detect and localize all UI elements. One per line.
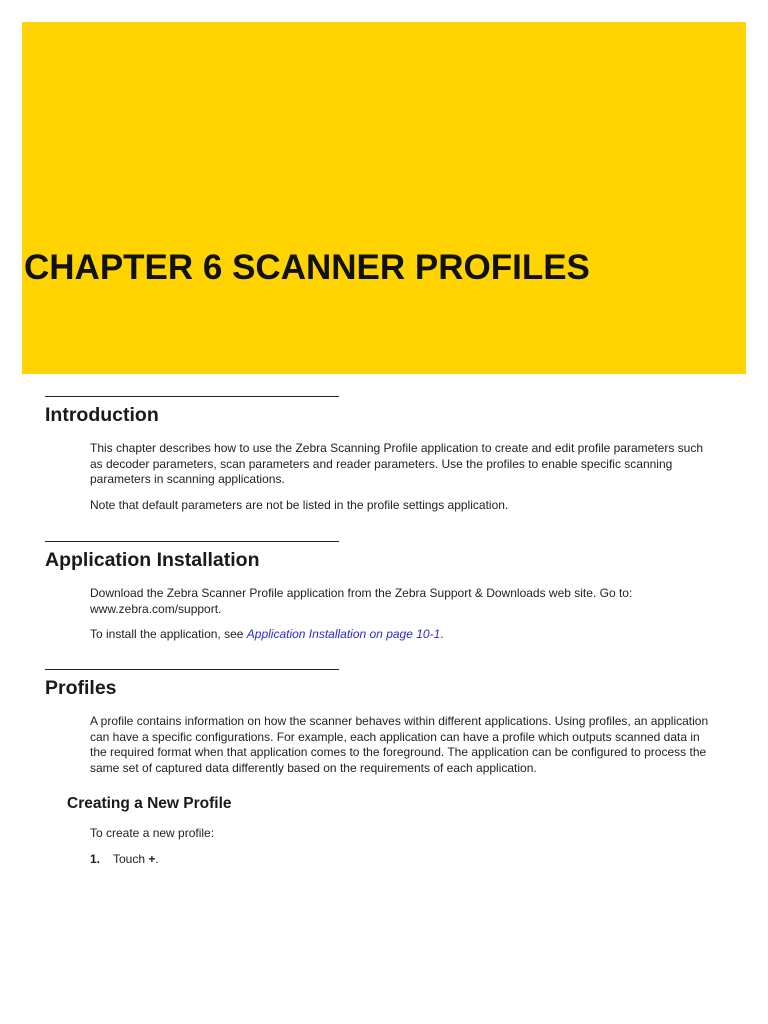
introduction-paragraph-1: This chapter describes how to use the Zebra Scanning Profile application to create and edit profile parameters such as decoder parameters, scan parameters and reader parameters. Use the profiles to enable specific scanning parameters in scanning applications. bbox=[90, 441, 704, 486]
list-item bbox=[90, 852, 725, 868]
section-divider bbox=[45, 396, 339, 397]
installation-page-link[interactable]: Application Installation on page 10-1 bbox=[246, 627, 441, 641]
installation-paragraph-2 bbox=[90, 627, 715, 643]
installation-text-prefix: To install the application, see bbox=[90, 627, 247, 641]
section-divider bbox=[45, 541, 339, 542]
step-text-end: . bbox=[155, 851, 159, 866]
step-number: 1. bbox=[90, 851, 101, 866]
section-application-installation bbox=[45, 541, 725, 643]
step-text bbox=[113, 852, 159, 868]
creating-profile-intro: To create a new profile: bbox=[90, 826, 215, 840]
chapter-title: CHAPTER 6 SCANNER PROFILES bbox=[24, 248, 590, 287]
section-heading-installation: Application Installation bbox=[45, 549, 260, 571]
section-profiles bbox=[45, 669, 725, 867]
chapter-banner bbox=[22, 22, 746, 374]
section-introduction bbox=[45, 396, 725, 513]
introduction-paragraph-2: Note that default parameters are not be listed in the profile settings application. bbox=[90, 497, 509, 512]
section-heading-introduction: Introduction bbox=[45, 404, 159, 426]
subheading-creating-profile: Creating a New Profile bbox=[67, 795, 232, 812]
installation-text-suffix: . bbox=[440, 627, 444, 641]
section-divider bbox=[45, 669, 339, 670]
step-text-label: Touch bbox=[113, 851, 149, 866]
plus-icon: + bbox=[148, 851, 156, 866]
installation-paragraph-1: Download the Zebra Scanner Profile application from the Zebra Support & Downloads web site. Go to: www.zebra.com/support. bbox=[90, 586, 633, 616]
profiles-paragraph-1: A profile contains information on how the scanner behaves within different applications. Using profiles, an application can have a specific configurations. For example, each application can have a profile which outputs scanned data in the required format when that application comes to the foreground. The application can be configured to process the same set of captured data differently based on the requirements of each application. bbox=[90, 714, 709, 775]
section-heading-profiles: Profiles bbox=[45, 677, 117, 699]
